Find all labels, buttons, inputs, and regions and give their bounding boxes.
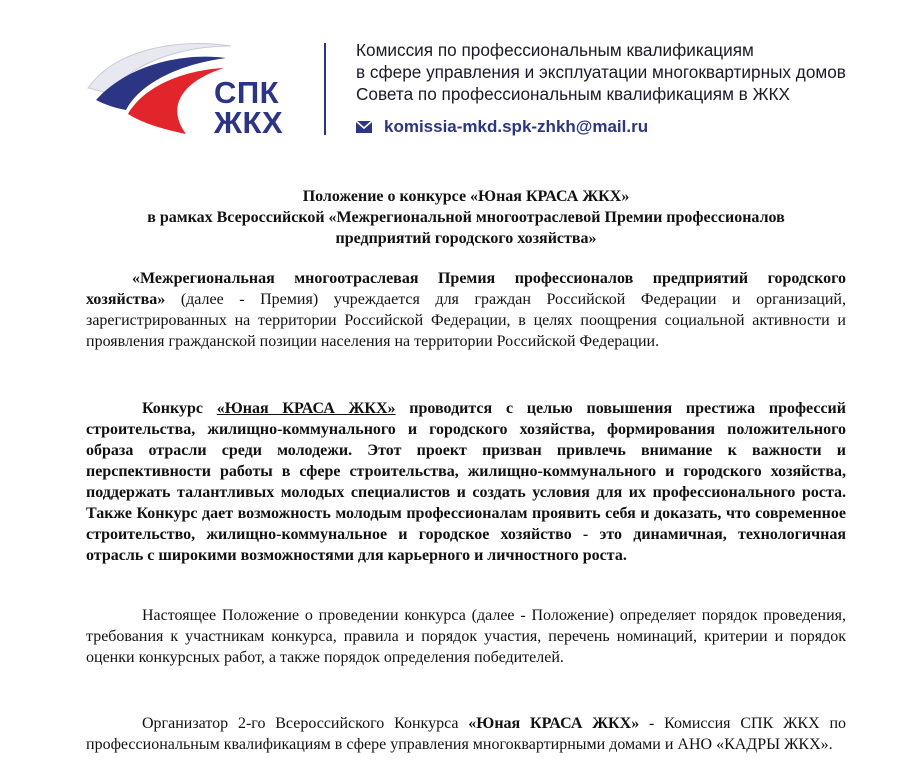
contest-name: «Юная КРАСА ЖКХ» bbox=[216, 400, 396, 417]
title-line-2: в рамках Всероссийской «Межрегиональной многоотраслевой Премии профессионалов bbox=[147, 209, 785, 226]
paragraph-regulation bbox=[86, 605, 846, 668]
title-line-3: предприятий городского хозяйства» bbox=[335, 230, 597, 247]
contest-lead: Конкурс bbox=[142, 400, 217, 417]
org-line-2: в сфере управления и эксплуатации многоквартирных домов bbox=[356, 62, 846, 82]
title-line-1: Положение о конкурсе «Юная КРАСА ЖКХ» bbox=[302, 188, 630, 205]
premium-name: «Межрегиональная многоотраслевая Премия профессионалов предприятий городского хозяйства» bbox=[86, 270, 846, 308]
paragraph-organizer bbox=[86, 713, 846, 755]
paragraph-regulation-text: Настоящее Положение о проведении конкурса (далее - Положение) определяет порядок проведения, требования к участникам конкурса, правила и порядок участия, перечень номинаций, критерии и порядок оценки конкурсных работ, а также порядок определения победителей. bbox=[86, 607, 846, 666]
document-title bbox=[86, 186, 846, 249]
email-address[interactable]: komissia-mkd.spk-zhkh@mail.ru bbox=[384, 117, 649, 136]
letterhead bbox=[0, 0, 910, 150]
organizer-lead: Организатор 2-го Всероссийского Конкурса bbox=[142, 715, 469, 732]
header-divider bbox=[324, 43, 326, 135]
organization-name bbox=[356, 39, 846, 105]
organizer-contest-name: «Юная КРАСА ЖКХ» bbox=[468, 715, 640, 732]
logo-text bbox=[214, 75, 284, 140]
paragraph-organizer-text: - Комиссия СПК ЖКХ по профессиональным квалификациям в сфере управления многоквартирными домами и АНО «КАДРЫ ЖКХ». bbox=[86, 715, 847, 753]
email-contact[interactable] bbox=[356, 117, 648, 137]
paragraph-contest-text: проводится с целью повышения престижа профессий строительства, жилищно-коммунального и городского хозяйства, формирования положительного образа отрасли среди молодежи. Этот проект призван привлечь внимание к важности и перспективности работы в сфере строительства, жилищно-коммунального и городского хозяйства, поддержать талантливых молодых специалистов и создать условия для их профессионального роста. Также Конкурс дает возможность молодым профессионалам проявить себя и доказать, что современное строительство, жилищно-коммунальное и городское хозяйство - это динамичная, технологичная отрасль с широкими возможностями для карьерного и личностного роста. bbox=[86, 400, 846, 564]
paragraph-premium bbox=[86, 268, 846, 352]
paragraph-contest bbox=[86, 398, 846, 566]
logo-line-1: СПК bbox=[214, 75, 280, 110]
paragraph-premium-text: (далее - Премия) учреждается для граждан Российской Федерации и организаций, зарегистрированных на территории Российской Федерации, в целях поощрения социальной активности и проявления гражданской позиции населения на территории Российской Федерации. bbox=[86, 291, 846, 350]
spk-zhkh-logo bbox=[86, 38, 316, 148]
org-line-1: Комиссия по профессиональным квалификациям bbox=[356, 40, 754, 60]
logo-line-2: ЖКХ bbox=[214, 105, 284, 140]
org-line-3: Совета по профессиональным квалификациям в ЖКХ bbox=[356, 84, 790, 104]
envelope-icon bbox=[356, 121, 372, 133]
